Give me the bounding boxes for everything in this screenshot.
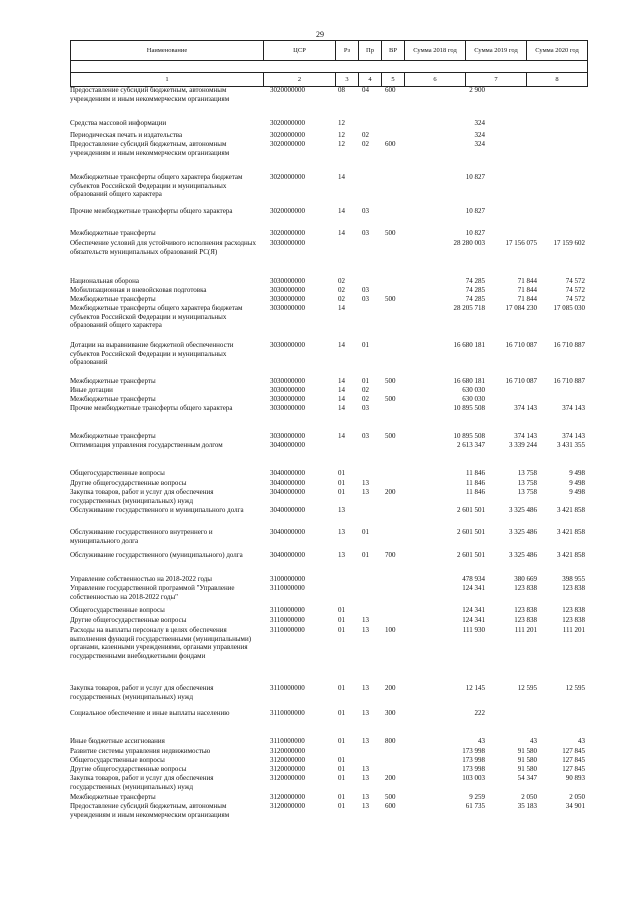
cell-rz: 01 (338, 756, 345, 764)
cell-name: Иные бюджетные ассигнования (70, 737, 165, 745)
cell-s19: 380 669 (514, 575, 537, 583)
cell-rz: 12 (338, 140, 345, 148)
cell-pr: 02 (362, 386, 369, 394)
cell-s19: 43 (530, 737, 537, 745)
cell-s20: 398 955 (562, 575, 585, 583)
header-sum-2020: Сумма 2020 год (535, 47, 579, 54)
cell-s19: 13 758 (517, 488, 537, 496)
cell-name: Закупка товаров, работ и услуг для обеспечения государственных (муниципальных) нужд (70, 774, 214, 791)
cell-vr: 200 (385, 774, 396, 782)
cell-name: Закупка товаров, работ и услуг для обеспечения государственных (муниципальных) нужд (70, 684, 214, 701)
header-vr: ВР (382, 41, 405, 60)
cell-rz: 01 (338, 469, 345, 477)
cell-s18: 173 998 (462, 747, 485, 755)
cell-s18: 478 934 (462, 575, 485, 583)
cell-pr: 13 (362, 774, 369, 782)
cell-pr: 13 (362, 793, 369, 801)
cell-s18: 103 003 (462, 774, 485, 782)
cell-csr: 3110000000 (270, 709, 305, 717)
cell-name: Развитие системы управления недвижимостью (70, 747, 211, 755)
cell-pr: 13 (362, 488, 369, 496)
cell-pr: 01 (362, 551, 369, 559)
cell-vr: 600 (385, 802, 396, 810)
cell-s18: 11 846 (466, 488, 485, 496)
cell-csr: 3020000000 (270, 140, 305, 148)
cell-csr: 3030000000 (270, 395, 305, 403)
cell-rz: 01 (338, 802, 345, 810)
cell-csr: 3020000000 (270, 173, 305, 181)
cell-s18: 324 (474, 119, 485, 127)
cell-csr: 3030000000 (270, 432, 305, 440)
cell-s19: 111 201 (514, 626, 537, 634)
cell-csr: 3120000000 (270, 756, 305, 764)
cell-csr: 3110000000 (270, 684, 305, 692)
header-rz: Рз (336, 41, 359, 60)
cell-pr: 04 (362, 86, 369, 94)
cell-vr: 500 (385, 432, 396, 440)
cell-rz: 01 (338, 774, 345, 782)
cell-s19: 16 710 087 (505, 377, 537, 385)
cell-name: Национальная оборона (70, 277, 139, 285)
cell-vr: 500 (385, 377, 396, 385)
colnum-8: 8 (555, 76, 559, 83)
colnum-3: 3 (336, 73, 359, 86)
header-sum-2019: Сумма 2019 год (466, 41, 527, 60)
cell-s19: 12 595 (517, 684, 537, 692)
cell-rz: 12 (338, 131, 345, 139)
cell-name: Межбюджетные трансферты (70, 793, 156, 801)
cell-s20: 34 901 (565, 802, 585, 810)
cell-csr: 3020000000 (270, 207, 305, 215)
cell-pr: 13 (362, 616, 369, 624)
cell-s20: 12 595 (565, 684, 585, 692)
cell-name: Обслуживание государственного внутреннего и муниципального долга (70, 528, 213, 545)
cell-pr: 13 (362, 626, 369, 634)
cell-s19: 123 838 (514, 606, 537, 614)
cell-s19: 374 143 (514, 404, 537, 412)
cell-rz: 12 (338, 119, 345, 127)
cell-name: Общегосударственные вопросы (70, 469, 165, 477)
cell-s19: 13 758 (517, 469, 537, 477)
cell-s20: 16 710 887 (553, 341, 585, 349)
cell-s18: 222 (474, 709, 485, 717)
cell-rz: 01 (338, 488, 345, 496)
cell-s18: 11 846 (466, 479, 485, 487)
cell-vr: 500 (385, 295, 396, 303)
cell-s18: 10 827 (465, 229, 485, 237)
cell-name: Межбюджетные трансферты общего характера бюджетам субъектов Российской Федерации и муниципальных образований общего характера (70, 304, 243, 329)
cell-name: Средства массовой информации (70, 119, 167, 127)
cell-rz: 14 (338, 386, 345, 394)
cell-vr: 500 (385, 395, 396, 403)
cell-s18: 173 998 (462, 765, 485, 773)
cell-rz: 14 (338, 395, 345, 403)
cell-s18: 10 895 508 (453, 404, 485, 412)
cell-s19: 374 143 (514, 432, 537, 440)
cell-s18: 124 341 (462, 606, 485, 614)
cell-vr: 300 (385, 709, 396, 717)
cell-rz: 08 (338, 86, 345, 94)
cell-name: Общегосударственные вопросы (70, 606, 165, 614)
cell-rz: 01 (338, 765, 345, 773)
cell-s19: 3 339 244 (509, 441, 537, 449)
cell-name: Мобилизационная и вневойсковая подготовка (70, 286, 207, 294)
cell-pr: 03 (362, 229, 369, 237)
cell-pr: 02 (362, 140, 369, 148)
cell-csr: 3020000000 (270, 119, 305, 127)
cell-vr: 600 (385, 86, 396, 94)
cell-s18: 2 900 (469, 86, 485, 94)
cell-s19: 3 325 486 (509, 506, 537, 514)
cell-s20: 3 431 355 (557, 441, 585, 449)
cell-csr: 3120000000 (270, 774, 305, 782)
cell-vr: 600 (385, 140, 396, 148)
cell-s18: 74 285 (465, 277, 485, 285)
cell-pr: 01 (362, 528, 369, 536)
cell-s19: 123 838 (514, 616, 537, 624)
cell-s18: 124 341 (462, 584, 485, 592)
cell-csr: 3030000000 (270, 304, 305, 312)
cell-s18: 2 601 501 (457, 528, 485, 536)
cell-rz: 14 (338, 377, 345, 385)
cell-s18: 324 (474, 131, 485, 139)
cell-name: Межбюджетные трансферты (70, 295, 156, 303)
cell-pr: 13 (362, 737, 369, 745)
cell-rz: 14 (338, 173, 345, 181)
cell-s20: 127 845 (562, 756, 585, 764)
colnum-7: 7 (466, 73, 527, 86)
cell-s20: 127 845 (562, 765, 585, 773)
cell-s19: 71 844 (517, 295, 537, 303)
cell-name: Другие общегосударственные вопросы (70, 765, 187, 773)
cell-csr: 3020000000 (270, 86, 305, 94)
cell-rz: 13 (338, 506, 345, 514)
cell-csr: 3030000000 (270, 404, 305, 412)
cell-s20: 2 050 (569, 793, 585, 801)
cell-name: Общегосударственные вопросы (70, 756, 165, 764)
cell-name: Межбюджетные трансферты (70, 229, 156, 237)
cell-s20: 17 159 602 (553, 239, 585, 247)
cell-csr: 3120000000 (270, 793, 305, 801)
header-pr: Пр (359, 41, 382, 60)
cell-rz: 01 (338, 684, 345, 692)
cell-rz: 01 (338, 793, 345, 801)
cell-s20: 9 498 (569, 469, 585, 477)
cell-s18: 630 030 (462, 386, 485, 394)
cell-s19: 91 580 (517, 765, 537, 773)
cell-s20: 9 498 (569, 488, 585, 496)
cell-pr: 02 (362, 131, 369, 139)
cell-s19: 13 758 (517, 479, 537, 487)
cell-name: Обеспечение условий для устойчивого исполнения расходных обязательств муниципальных образований РС(Я) (70, 239, 257, 256)
cell-pr: 01 (362, 341, 369, 349)
cell-name: Обслуживание государственного (муниципального) долга (70, 551, 243, 559)
cell-s18: 10 827 (465, 173, 485, 181)
cell-csr: 3030000000 (270, 286, 305, 294)
cell-s18: 173 998 (462, 756, 485, 764)
cell-s20: 90 893 (565, 774, 585, 782)
cell-s19: 3 325 486 (509, 528, 537, 536)
cell-vr: 500 (385, 793, 396, 801)
cell-pr: 01 (362, 377, 369, 385)
cell-csr: 3040000000 (270, 551, 305, 559)
cell-name: Прочие межбюджетные трансферты общего характера (70, 207, 233, 215)
cell-csr: 3040000000 (270, 479, 305, 487)
cell-csr: 3110000000 (270, 737, 305, 745)
cell-s18: 10 827 (465, 207, 485, 215)
cell-name: Межбюджетные трансферты общего характера бюджетам субъектов Российской Федерации и муниципальных образований общего характера (70, 173, 243, 198)
cell-csr: 3020000000 (270, 229, 305, 237)
cell-s20: 16 710 887 (553, 377, 585, 385)
cell-vr: 700 (385, 551, 396, 559)
cell-rz: 01 (338, 606, 345, 614)
cell-rz: 01 (338, 737, 345, 745)
cell-csr: 3040000000 (270, 528, 305, 536)
cell-rz: 14 (338, 304, 345, 312)
cell-pr: 02 (362, 395, 369, 403)
cell-csr: 3110000000 (270, 584, 305, 592)
cell-rz: 02 (338, 286, 345, 294)
cell-name: Межбюджетные трансферты (70, 377, 156, 385)
cell-name: Закупка товаров, работ и услуг для обеспечения государственных (муниципальных) нужд (70, 488, 214, 505)
cell-s19: 91 580 (517, 747, 537, 755)
cell-csr: 3100000000 (270, 575, 305, 583)
cell-s20: 74 572 (565, 286, 585, 294)
cell-s20: 123 838 (562, 606, 585, 614)
cell-pr: 03 (362, 295, 369, 303)
cell-rz: 01 (338, 626, 345, 634)
cell-csr: 3030000000 (270, 377, 305, 385)
header-name: Наименование (71, 41, 264, 60)
cell-s20: 374 143 (562, 432, 585, 440)
cell-pr: 13 (362, 479, 369, 487)
cell-s20: 127 845 (562, 747, 585, 755)
cell-csr: 3030000000 (270, 295, 305, 303)
cell-s20: 74 572 (565, 277, 585, 285)
cell-name: Предоставление субсидий бюджетным, автономным учреждениям и иным некоммерческим организациям (70, 86, 230, 103)
cell-csr: 3120000000 (270, 765, 305, 773)
cell-s19: 17 084 230 (505, 304, 537, 312)
cell-name: Оптимизация управления государственным долгом (70, 441, 223, 449)
cell-s18: 124 341 (462, 616, 485, 624)
cell-rz: 02 (338, 277, 345, 285)
cell-csr: 3030000000 (270, 239, 305, 247)
cell-s20: 123 838 (562, 584, 585, 592)
cell-s18: 16 680 181 (453, 341, 485, 349)
cell-csr: 3030000000 (270, 277, 305, 285)
cell-rz: 14 (338, 432, 345, 440)
cell-s19: 123 838 (514, 584, 537, 592)
cell-name: Обслуживание государственного и муниципального долга (70, 506, 244, 514)
cell-name: Предоставление субсидий бюджетным, автономным учреждениям и иным некоммерческим организациям (70, 140, 230, 157)
cell-s19: 3 325 486 (509, 551, 537, 559)
cell-name: Социальное обеспечение и иные выплаты населению (70, 709, 230, 717)
cell-csr: 3040000000 (270, 441, 305, 449)
cell-rz: 14 (338, 229, 345, 237)
header-sum-2018: Сумма 2018 год (405, 41, 466, 60)
cell-name: Прочие межбюджетные трансферты общего характера (70, 404, 233, 412)
cell-vr: 100 (385, 626, 396, 634)
cell-s18: 2 601 501 (457, 551, 485, 559)
cell-s20: 374 143 (562, 404, 585, 412)
cell-s20: 3 421 858 (557, 506, 585, 514)
cell-name: Управление государственной программой "Управление собственностью на 2018-2022 годы" (70, 584, 235, 601)
cell-rz: 01 (338, 709, 345, 717)
cell-name: Предоставление субсидий бюджетным, автономным учреждениям и иным некоммерческим организациям (70, 802, 230, 819)
cell-rz: 13 (338, 551, 345, 559)
cell-s20: 3 421 858 (557, 551, 585, 559)
cell-csr: 3110000000 (270, 606, 305, 614)
cell-name: Иные дотации (70, 386, 113, 394)
cell-s20: 9 498 (569, 479, 585, 487)
cell-s19: 91 580 (517, 756, 537, 764)
cell-vr: 200 (385, 488, 396, 496)
cell-s18: 10 895 508 (453, 432, 485, 440)
cell-rz: 01 (338, 616, 345, 624)
cell-csr: 3120000000 (270, 802, 305, 810)
cell-s18: 324 (474, 140, 485, 148)
cell-s20: 3 421 858 (557, 528, 585, 536)
cell-s18: 11 846 (466, 469, 485, 477)
cell-s18: 43 (478, 737, 485, 745)
colnum-4: 4 (359, 73, 382, 86)
cell-name: Расходы на выплаты персоналу в целях обеспечения выполнения функций государственными (муниципальными) органами, казенными учреждениями, органами управления государственными внебюджетными фондами (70, 626, 252, 660)
cell-s18: 28 205 718 (453, 304, 485, 312)
cell-rz: 13 (338, 528, 345, 536)
cell-pr: 13 (362, 709, 369, 717)
cell-csr: 3040000000 (270, 506, 305, 514)
cell-s18: 61 735 (465, 802, 485, 810)
cell-s18: 12 145 (465, 684, 485, 692)
cell-s18: 28 280 003 (453, 239, 485, 247)
page-number: 29 (316, 30, 324, 39)
cell-s18: 16 680 181 (453, 377, 485, 385)
table-body (70, 86, 586, 886)
cell-s18: 2 613 347 (457, 441, 485, 449)
cell-pr: 03 (362, 286, 369, 294)
cell-s19: 54 347 (517, 774, 537, 782)
header-csr: ЦСР (264, 41, 336, 60)
cell-s18: 111 930 (462, 626, 485, 634)
cell-csr: 3040000000 (270, 488, 305, 496)
cell-pr: 13 (362, 684, 369, 692)
cell-pr: 03 (362, 404, 369, 412)
cell-s20: 43 (578, 737, 585, 745)
cell-rz: 02 (338, 295, 345, 303)
cell-name: Периодическая печать и издательства (70, 131, 183, 139)
cell-csr: 3030000000 (270, 386, 305, 394)
cell-s18: 74 285 (465, 295, 485, 303)
cell-csr: 3110000000 (270, 616, 305, 624)
cell-name: Другие общегосударственные вопросы (70, 616, 187, 624)
colnum-6: 6 (405, 73, 466, 86)
cell-s18: 2 601 501 (457, 506, 485, 514)
cell-s19: 71 844 (517, 286, 537, 294)
cell-s20: 123 838 (562, 616, 585, 624)
table-header (70, 40, 588, 87)
cell-s20: 74 572 (565, 295, 585, 303)
cell-s19: 35 183 (517, 802, 537, 810)
cell-pr: 13 (362, 802, 369, 810)
cell-pr: 03 (362, 207, 369, 215)
cell-csr: 3020000000 (270, 131, 305, 139)
cell-name: Другие общегосударственные вопросы (70, 479, 187, 487)
cell-pr: 13 (362, 765, 369, 773)
cell-vr: 200 (385, 684, 396, 692)
cell-csr: 3030000000 (270, 341, 305, 349)
cell-name: Дотации на выравнивание бюджетной обеспеченности субъектов Российской Федерации и муниципальных образований (70, 341, 234, 366)
cell-name: Межбюджетные трансферты (70, 432, 156, 440)
cell-rz: 14 (338, 341, 345, 349)
cell-csr: 3040000000 (270, 469, 305, 477)
cell-csr: 3110000000 (270, 626, 305, 634)
cell-csr: 3120000000 (270, 747, 305, 755)
cell-s19: 71 844 (517, 277, 537, 285)
cell-s19: 2 050 (521, 793, 537, 801)
cell-rz: 01 (338, 479, 345, 487)
colnum-5: 5 (382, 73, 405, 86)
cell-s19: 17 156 075 (505, 239, 537, 247)
cell-rz: 14 (338, 404, 345, 412)
cell-s20: 111 201 (562, 626, 585, 634)
colnum-2: 2 (264, 73, 336, 86)
cell-rz: 14 (338, 207, 345, 215)
cell-name: Управление собственностью на 2018-2022 годы (70, 575, 213, 583)
cell-name: Межбюджетные трансферты (70, 395, 156, 403)
cell-s18: 74 285 (465, 286, 485, 294)
cell-pr: 03 (362, 432, 369, 440)
cell-s20: 17 085 030 (553, 304, 585, 312)
cell-vr: 500 (385, 229, 396, 237)
cell-s18: 9 259 (469, 793, 485, 801)
colnum-1: 1 (71, 73, 264, 86)
cell-vr: 800 (385, 737, 396, 745)
cell-s19: 16 710 087 (505, 341, 537, 349)
cell-s18: 630 030 (462, 395, 485, 403)
